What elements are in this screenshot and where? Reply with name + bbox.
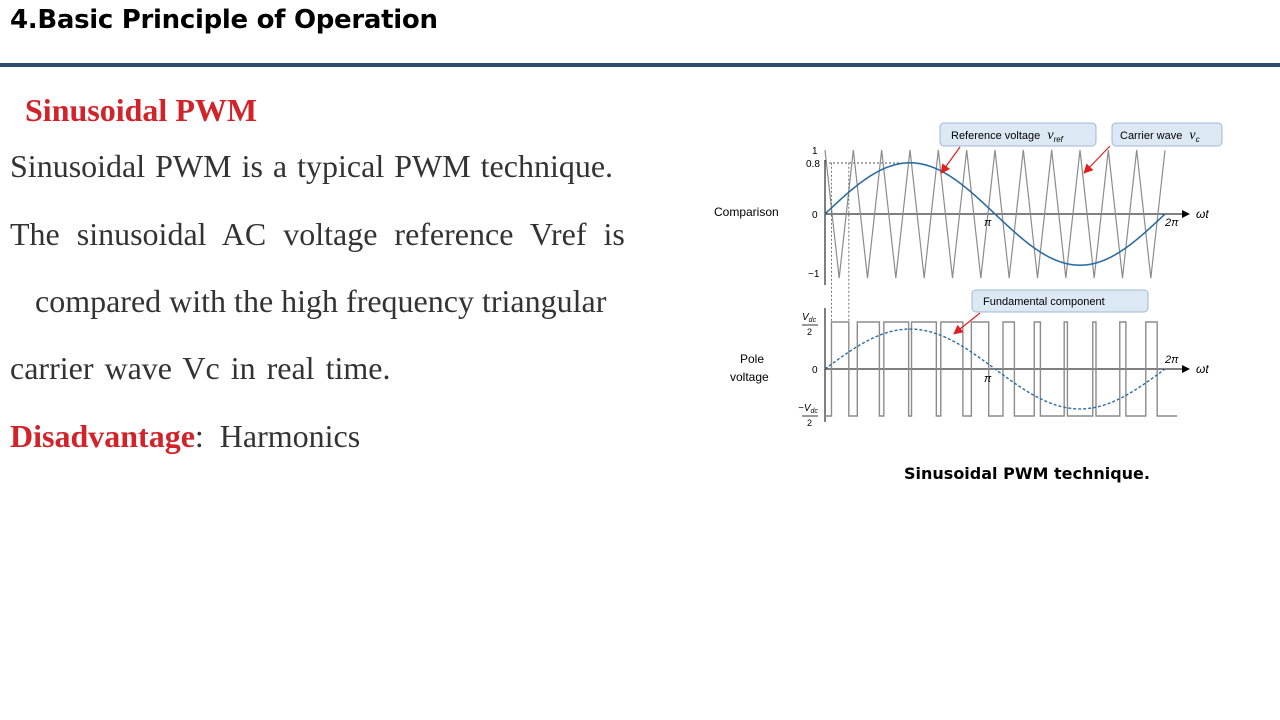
- vdc-label: $V_{dc}$: [802, 312, 817, 324]
- pi-label-top: π: [984, 217, 992, 229]
- intersection-guides: [831, 163, 848, 322]
- spwm-figure: [710, 120, 1240, 440]
- figure-caption: Sinusoidal PWM technique.: [904, 464, 1150, 483]
- disadvantage-line: [10, 418, 360, 455]
- vdc-den: 2: [807, 327, 813, 337]
- body-line-3: compared with the high frequency triangular: [35, 283, 607, 319]
- body-line-2: The sinusoidal AC voltage reference Vref is: [10, 216, 625, 252]
- two-pi-label-top: 2π: [1165, 217, 1179, 229]
- omega-t-label-top: ωt: [1196, 207, 1209, 221]
- disadvantage-colon: :: [194, 418, 204, 454]
- neg-vdc-den: 2: [807, 418, 813, 428]
- pole-label-1: Pole: [740, 352, 765, 366]
- body-line-4: carrier wave Vc in real time.: [10, 350, 391, 386]
- two-pi-label-bottom: 2π: [1165, 354, 1179, 366]
- disadvantage-label: Disadvantage: [10, 418, 195, 454]
- tick-1: 1: [812, 146, 818, 157]
- disadvantage-value: Harmonics: [219, 418, 361, 454]
- zero-bottom: 0: [812, 365, 818, 376]
- reference-callout-text: Reference voltage $v_{ref}$: [951, 128, 1063, 144]
- fundamental-callout-arrow: [955, 313, 980, 333]
- title-divider: [0, 63, 1280, 67]
- reference-callout-arrow: [942, 147, 960, 172]
- pole-label-2: voltage: [730, 370, 769, 384]
- neg-vdc-label: $-V_{dc}$: [798, 403, 818, 415]
- section-heading: Sinusoidal PWM: [25, 92, 258, 128]
- comparison-label: Comparison: [714, 205, 779, 219]
- carrier-callout-text: Carrier wave $v_c$: [1120, 128, 1200, 144]
- tick-0-top: 0: [812, 210, 818, 221]
- fundamental-callout-text: Fundamental component: [983, 296, 1105, 308]
- tick-08: 0.8: [806, 159, 820, 170]
- slide-title: 4.Basic Principle of Operation: [10, 5, 438, 35]
- body-line-1: Sinusoidal PWM is a typical PWM technique.: [10, 148, 614, 184]
- tick-neg1: −1: [808, 269, 820, 280]
- omega-t-label-bottom: ωt: [1196, 362, 1209, 376]
- pi-label-bottom: π: [984, 373, 992, 385]
